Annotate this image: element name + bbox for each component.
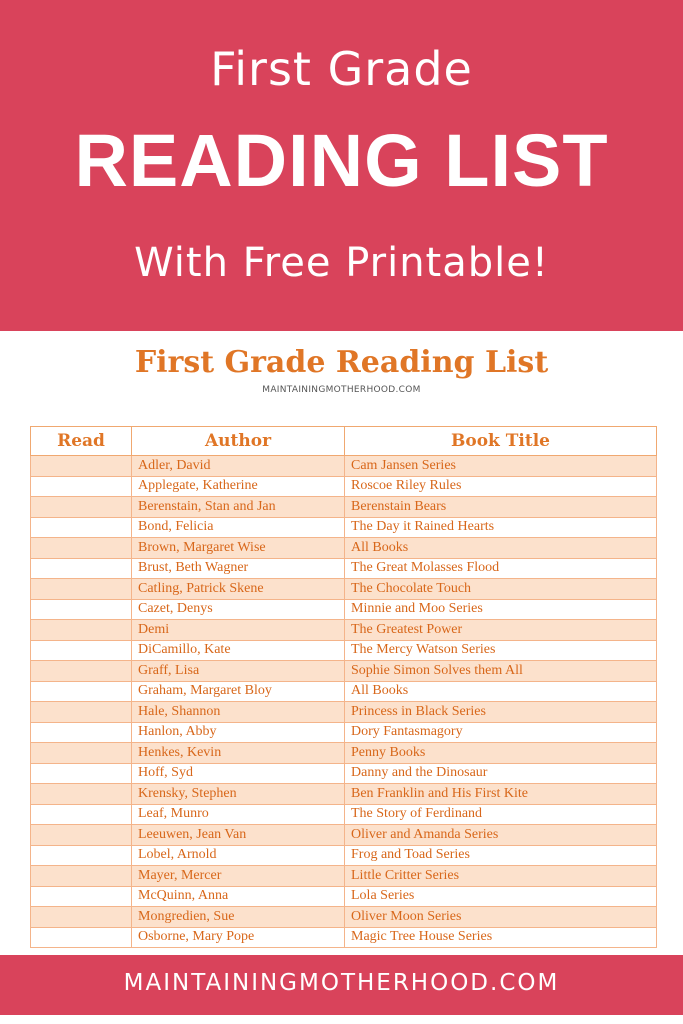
table-row	[31, 579, 657, 600]
table-row	[31, 497, 657, 518]
header-author: Author	[132, 427, 345, 456]
table-row	[31, 907, 657, 928]
read-checkbox-cell[interactable]	[31, 763, 132, 784]
banner-line-free-printable: With Free Printable!	[134, 240, 549, 286]
reading-list-table	[30, 426, 657, 948]
read-checkbox-cell[interactable]	[31, 927, 132, 948]
table-row	[31, 599, 657, 620]
banner-line-reading-list: READING LIST	[74, 119, 609, 202]
read-checkbox-cell[interactable]	[31, 497, 132, 518]
author-cell: Mongredien, Sue	[132, 907, 345, 928]
author-cell: Applegate, Katherine	[132, 476, 345, 497]
table-row	[31, 538, 657, 559]
author-cell: McQuinn, Anna	[132, 886, 345, 907]
document-title: First Grade Reading List	[134, 345, 549, 380]
table-row	[31, 784, 657, 805]
read-checkbox-cell[interactable]	[31, 907, 132, 928]
header-book-title: Book Title	[345, 427, 657, 456]
book-title-cell: Danny and the Dinosaur	[345, 763, 657, 784]
book-title-cell: Oliver Moon Series	[345, 907, 657, 928]
table-row	[31, 845, 657, 866]
document-subtitle: MAINTAININGMOTHERHOOD.COM	[262, 385, 421, 395]
author-cell: Hale, Shannon	[132, 702, 345, 723]
book-title-cell: All Books	[345, 538, 657, 559]
table-row	[31, 558, 657, 579]
book-title-cell: Princess in Black Series	[345, 702, 657, 723]
read-checkbox-cell[interactable]	[31, 640, 132, 661]
author-cell: Berenstain, Stan and Jan	[132, 497, 345, 518]
table-row	[31, 825, 657, 846]
read-checkbox-cell[interactable]	[31, 804, 132, 825]
table-row	[31, 476, 657, 497]
author-cell: Mayer, Mercer	[132, 866, 345, 887]
book-title-cell: The Day it Rained Hearts	[345, 517, 657, 538]
book-title-cell: The Great Molasses Flood	[345, 558, 657, 579]
header-read: Read	[31, 427, 132, 456]
table-row	[31, 927, 657, 948]
read-checkbox-cell[interactable]	[31, 620, 132, 641]
table-row	[31, 661, 657, 682]
table-row	[31, 681, 657, 702]
book-title-cell: Frog and Toad Series	[345, 845, 657, 866]
read-checkbox-cell[interactable]	[31, 476, 132, 497]
book-title-cell: Sophie Simon Solves them All	[345, 661, 657, 682]
author-cell: Hoff, Syd	[132, 763, 345, 784]
table-row	[31, 456, 657, 477]
book-title-cell: Berenstain Bears	[345, 497, 657, 518]
book-title-cell: The Mercy Watson Series	[345, 640, 657, 661]
read-checkbox-cell[interactable]	[31, 866, 132, 887]
read-checkbox-cell[interactable]	[31, 558, 132, 579]
read-checkbox-cell[interactable]	[31, 661, 132, 682]
author-cell: DiCamillo, Kate	[132, 640, 345, 661]
book-title-cell: The Greatest Power	[345, 620, 657, 641]
table-row	[31, 702, 657, 723]
footer-banner: MAINTAININGMOTHERHOOD.COM	[0, 955, 683, 1015]
book-title-cell: Cam Jansen Series	[345, 456, 657, 477]
table-row	[31, 743, 657, 764]
read-checkbox-cell[interactable]	[31, 579, 132, 600]
author-cell: Lobel, Arnold	[132, 845, 345, 866]
table-row	[31, 866, 657, 887]
author-cell: Osborne, Mary Pope	[132, 927, 345, 948]
author-cell: Catling, Patrick Skene	[132, 579, 345, 600]
author-cell: Brown, Margaret Wise	[132, 538, 345, 559]
read-checkbox-cell[interactable]	[31, 456, 132, 477]
book-title-cell: Dory Fantasmagory	[345, 722, 657, 743]
read-checkbox-cell[interactable]	[31, 722, 132, 743]
table-row	[31, 640, 657, 661]
author-cell: Demi	[132, 620, 345, 641]
book-title-cell: The Chocolate Touch	[345, 579, 657, 600]
book-title-cell: Penny Books	[345, 743, 657, 764]
author-cell: Bond, Felicia	[132, 517, 345, 538]
author-cell: Henkes, Kevin	[132, 743, 345, 764]
table-row	[31, 722, 657, 743]
author-cell: Brust, Beth Wagner	[132, 558, 345, 579]
author-cell: Graham, Margaret Bloy	[132, 681, 345, 702]
author-cell: Leeuwen, Jean Van	[132, 825, 345, 846]
book-title-cell: Little Critter Series	[345, 866, 657, 887]
book-title-cell: Minnie and Moo Series	[345, 599, 657, 620]
title-banner	[0, 0, 683, 331]
table-header-row	[31, 427, 657, 456]
table-row	[31, 804, 657, 825]
read-checkbox-cell[interactable]	[31, 681, 132, 702]
banner-line-first-grade: First Grade	[210, 42, 473, 96]
read-checkbox-cell[interactable]	[31, 743, 132, 764]
book-title-cell: Oliver and Amanda Series	[345, 825, 657, 846]
book-title-cell: Roscoe Riley Rules	[345, 476, 657, 497]
read-checkbox-cell[interactable]	[31, 825, 132, 846]
author-cell: Hanlon, Abby	[132, 722, 345, 743]
author-cell: Krensky, Stephen	[132, 784, 345, 805]
book-title-cell: Ben Franklin and His First Kite	[345, 784, 657, 805]
book-title-cell: Lola Series	[345, 886, 657, 907]
table-row	[31, 886, 657, 907]
author-cell: Cazet, Denys	[132, 599, 345, 620]
read-checkbox-cell[interactable]	[31, 702, 132, 723]
book-title-cell: All Books	[345, 681, 657, 702]
table-row	[31, 763, 657, 784]
read-checkbox-cell[interactable]	[31, 784, 132, 805]
read-checkbox-cell[interactable]	[31, 886, 132, 907]
read-checkbox-cell[interactable]	[31, 517, 132, 538]
author-cell: Adler, David	[132, 456, 345, 477]
author-cell: Leaf, Munro	[132, 804, 345, 825]
read-checkbox-cell[interactable]	[31, 538, 132, 559]
table-row	[31, 517, 657, 538]
read-checkbox-cell[interactable]	[31, 599, 132, 620]
book-title-cell: The Story of Ferdinand	[345, 804, 657, 825]
author-cell: Graff, Lisa	[132, 661, 345, 682]
table-row	[31, 620, 657, 641]
read-checkbox-cell[interactable]	[31, 845, 132, 866]
book-title-cell: Magic Tree House Series	[345, 927, 657, 948]
